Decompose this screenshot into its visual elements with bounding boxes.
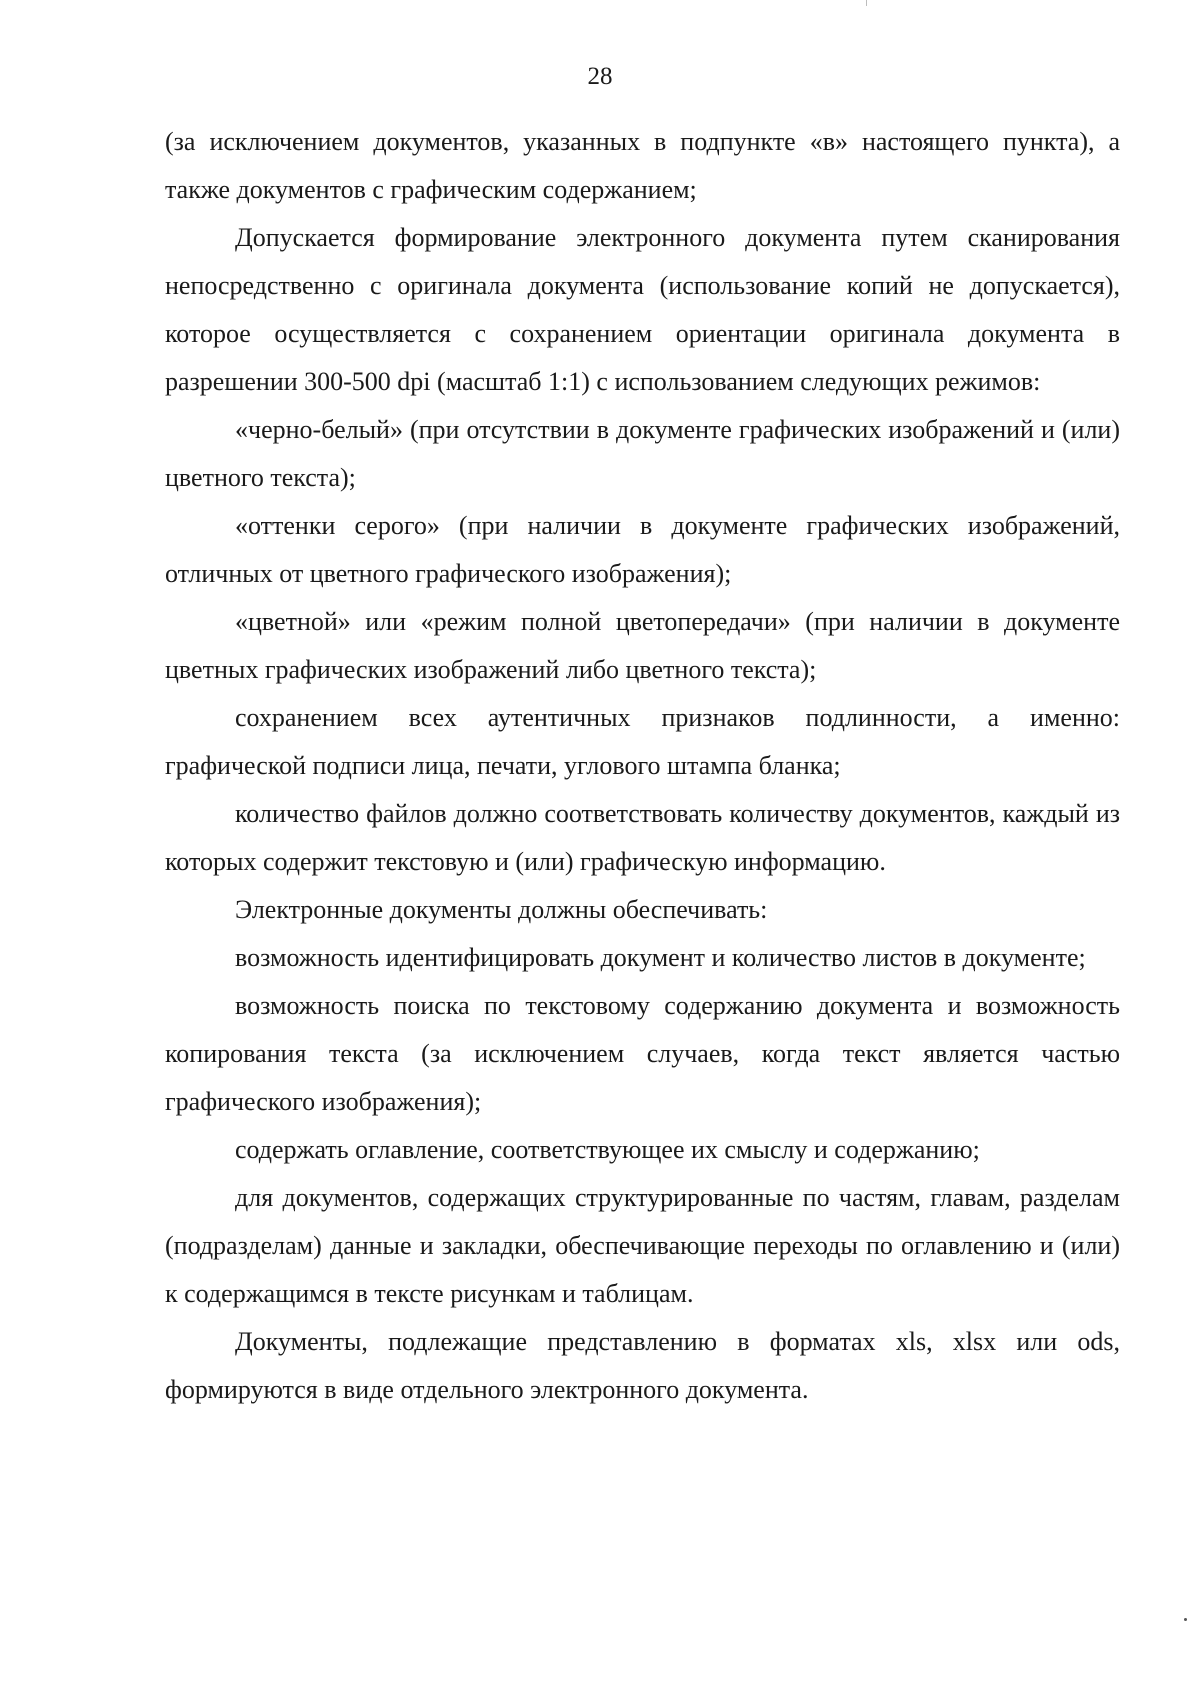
paragraph-mode-black-white: «черно-белый» (при отсутствии в документе графических изображений и (или) цветного текста); <box>165 415 1120 492</box>
paragraph-bookmarks: для документов, содержащих структурированные по частям, главам, разделам (подразделам) данные и закладки, обеспечивающие переходы по оглавлению и (или) к содержащимся в тексте рисункам и таблицам. <box>165 1183 1120 1308</box>
page-number: 28 <box>587 63 613 90</box>
paragraph-exclusion-note: (за исключением документов, указанных в подпункте «в» настоящего пункта), а также документов с графическим содержанием; <box>165 127 1120 204</box>
paragraph-mode-grayscale: «оттенки серого» (при наличии в документе графических изображений, отличных от цветного графического изображения); <box>165 511 1120 588</box>
paragraph-identification: возможность идентифицировать документ и количество листов в документе; <box>235 943 1086 972</box>
paragraph-search-copy: возможность поиска по текстовому содержанию документа и возможность копирования текста (за исключением случаев, когда текст является частью графического изображения); <box>165 991 1120 1116</box>
paragraph-table-of-contents: содержать оглавление, соответствующее их смыслу и содержанию; <box>235 1135 980 1164</box>
scan-speck <box>1184 1618 1187 1621</box>
paragraph-scanning-rules: Допускается формирование электронного документа путем сканирования непосредственно с оригинала документа (использование копий не допускается), которое осуществляется с сохранением ориентации оригинала документа в разрешении 300-500 dpi (масштаб 1:1) с использованием следующих режимов: <box>165 223 1120 396</box>
paragraph-authenticity: сохранением всех аутентичных признаков подлинности, а именно: графической подписи лица, печати, углового штампа бланка; <box>165 703 1120 780</box>
paragraph-mode-color: «цветной» или «режим полной цветопередачи» (при наличии в документе цветных графических изображений либо цветного текста); <box>165 607 1120 684</box>
paragraph-spreadsheet-formats: Документы, подлежащие представлению в форматах xls, xlsx или ods, формируются в виде отдельного электронного документа. <box>165 1327 1120 1404</box>
paragraph-file-count: количество файлов должно соответствовать количеству документов, каждый из которых содержит текстовую и (или) графическую информацию. <box>165 799 1120 876</box>
document-body <box>165 118 1120 1414</box>
paragraph-requirements-intro: Электронные документы должны обеспечивать: <box>235 895 768 924</box>
scan-edge-mark <box>866 0 867 6</box>
